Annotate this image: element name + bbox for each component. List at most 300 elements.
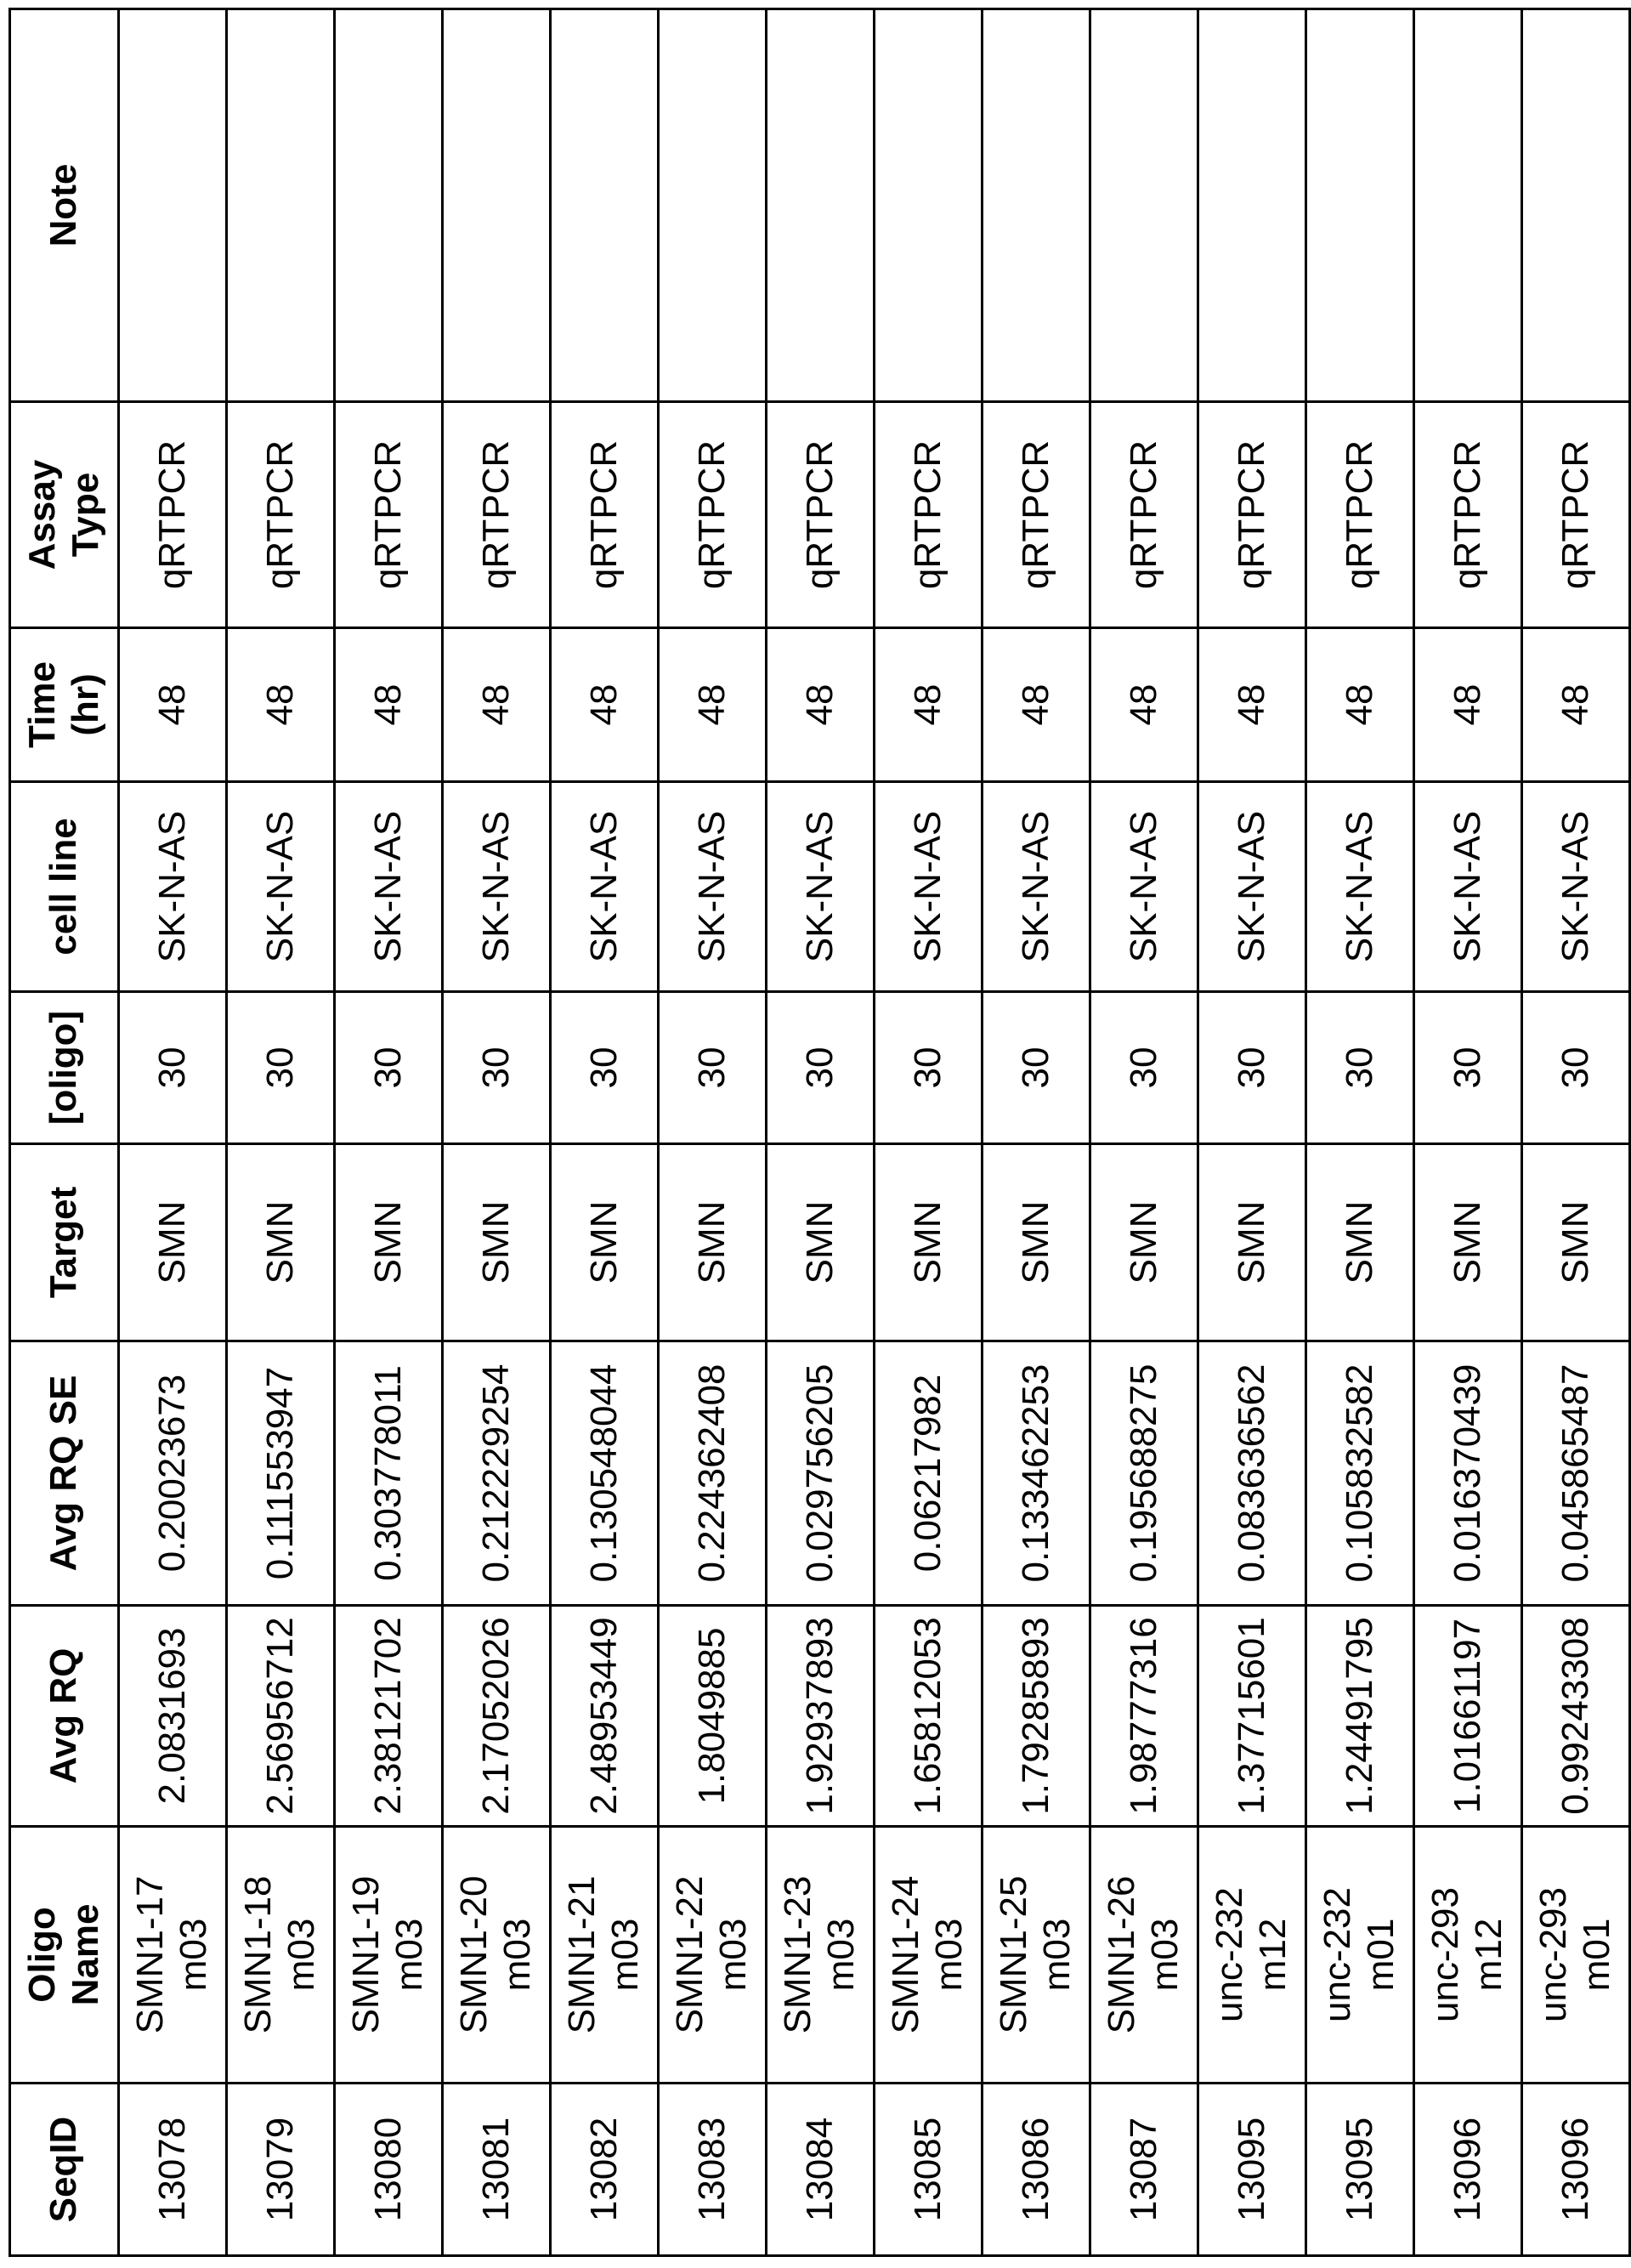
cell-value: SMN1-22 m03 [669, 1874, 755, 2036]
cell-value: SMN1-20 m03 [453, 1874, 539, 2036]
table-row [335, 9, 443, 2256]
cell-value: 0.105832582 [1339, 1364, 1382, 1583]
table-cell [1522, 9, 1630, 402]
table-cell [335, 9, 443, 402]
table-cell [227, 2084, 335, 2256]
table-cell [767, 992, 875, 1144]
table-cell [119, 1606, 227, 1827]
cell-value: qRTPCR [475, 440, 518, 589]
table-row [875, 9, 983, 2256]
table-cell [875, 782, 983, 992]
cell-value: SK-N-AS [151, 811, 195, 962]
table-cell [1090, 9, 1198, 402]
column-header-label: Time (hr) [21, 654, 107, 756]
cell-value: SMN1-17 m03 [129, 1874, 215, 2036]
table-cell [983, 1606, 1090, 1827]
table-cell [875, 1606, 983, 1827]
column-header [10, 1144, 119, 1341]
cell-value: unc-232 m01 [1317, 1874, 1402, 2036]
cell-value: qRTPCR [1231, 440, 1274, 589]
column-header-label: Note [42, 164, 86, 247]
table-cell [443, 628, 551, 782]
cell-value: 0.045865487 [1555, 1364, 1598, 1583]
table-row [1306, 9, 1414, 2256]
cell-value: 0.133462253 [1015, 1364, 1058, 1583]
column-header [10, 1606, 119, 1827]
table-cell [767, 782, 875, 992]
cell-value: SMN1-18 m03 [237, 1874, 323, 2036]
table-cell [227, 1144, 335, 1341]
column-header [10, 628, 119, 782]
cell-value: SK-N-AS [367, 811, 411, 962]
cell-value: unc-293 m12 [1424, 1874, 1510, 2036]
table-cell [443, 782, 551, 992]
cell-value: SMN [1339, 1201, 1382, 1284]
table-cell [1414, 2084, 1522, 2256]
column-header-label: cell line [42, 818, 86, 955]
cell-value: 48 [583, 684, 626, 726]
cell-value: 13078 [151, 2118, 195, 2221]
table-cell [1306, 628, 1414, 782]
column-header [10, 1827, 119, 2084]
cell-value: SK-N-AS [583, 811, 626, 962]
table-cell [1414, 1827, 1522, 2084]
table-cell [227, 782, 335, 992]
cell-value: SMN [259, 1201, 303, 1284]
table-cell [551, 1341, 659, 1606]
cell-value: 0.303778011 [367, 1365, 411, 1581]
cell-value: 30 [367, 1047, 411, 1089]
cell-value: SMN [151, 1201, 195, 1284]
cell-value: 30 [1123, 1047, 1166, 1089]
table-cell [659, 9, 767, 402]
table-cell [1198, 628, 1306, 782]
table-cell [1306, 402, 1414, 628]
cell-value: qRTPCR [799, 440, 842, 589]
table-cell [1198, 2084, 1306, 2256]
cell-value: SK-N-AS [1555, 811, 1598, 962]
table-cell [983, 782, 1090, 992]
cell-value: 0.029756205 [799, 1364, 842, 1583]
table-cell [443, 9, 551, 402]
cell-value: qRTPCR [259, 440, 303, 589]
table-row [227, 9, 335, 2256]
table-cell [1414, 992, 1522, 1144]
table-body [119, 9, 1630, 2256]
column-header-label: Avg RQ SE [42, 1375, 86, 1572]
cell-value: 0.06217982 [907, 1375, 950, 1572]
cell-value: SMN1-23 m03 [777, 1874, 863, 2036]
table-cell [119, 402, 227, 628]
cell-value: 30 [1231, 1047, 1274, 1089]
table-cell [1522, 1827, 1630, 2084]
table-cell [767, 402, 875, 628]
cell-value: SMN [475, 1201, 518, 1284]
table-cell [227, 1827, 335, 2084]
table-cell [659, 1341, 767, 1606]
cell-value: qRTPCR [1015, 440, 1058, 589]
cell-value: 0.212229254 [475, 1364, 518, 1583]
table-cell [983, 992, 1090, 1144]
table-cell [1198, 1341, 1306, 1606]
cell-value: SK-N-AS [259, 811, 303, 962]
table-cell [1198, 402, 1306, 628]
table-cell [1090, 1341, 1198, 1606]
table-cell [551, 1606, 659, 1827]
cell-value: SMN1-24 m03 [885, 1874, 971, 2036]
cell-value: SMN [1555, 1201, 1598, 1284]
cell-value: 48 [1123, 684, 1166, 726]
cell-value: qRTPCR [1123, 440, 1166, 589]
cell-value: 13096 [1447, 2118, 1490, 2221]
table-cell [443, 1606, 551, 1827]
table-cell [1198, 1144, 1306, 1341]
cell-value: SMN [1123, 1201, 1166, 1284]
table-cell [1198, 992, 1306, 1144]
table-cell [659, 1606, 767, 1827]
table-cell [659, 628, 767, 782]
table-cell [1090, 402, 1198, 628]
table-cell [443, 2084, 551, 2256]
table-cell [119, 9, 227, 402]
table-cell [1414, 628, 1522, 782]
table-cell [1306, 2084, 1414, 2256]
cell-value: 48 [151, 684, 195, 726]
table-cell [767, 1606, 875, 1827]
table-cell [767, 2084, 875, 2256]
cell-value: SK-N-AS [799, 811, 842, 962]
table-cell [551, 992, 659, 1144]
cell-value: 0.195688275 [1123, 1364, 1166, 1583]
table-cell [443, 1144, 551, 1341]
cell-value: 1.98777316 [1123, 1617, 1166, 1814]
table-cell [335, 1827, 443, 2084]
cell-value: SK-N-AS [1339, 811, 1382, 962]
table-cell [875, 402, 983, 628]
cell-value: 13082 [583, 2118, 626, 2221]
rotated-table-container [8, 10, 1597, 2257]
cell-value: 48 [1555, 684, 1598, 726]
table-cell [983, 1827, 1090, 2084]
table-cell [1306, 1606, 1414, 1827]
cell-value: 48 [1015, 684, 1058, 726]
column-header [10, 782, 119, 992]
cell-value: unc-232 m12 [1209, 1874, 1294, 2036]
table-cell [1090, 2084, 1198, 2256]
cell-value: SK-N-AS [1015, 811, 1058, 962]
table-cell [335, 1144, 443, 1341]
column-header-label: Assay Type [21, 451, 107, 579]
table-cell [335, 2084, 443, 2256]
cell-value: 0.111553947 [259, 1367, 303, 1579]
cell-value: 48 [1231, 684, 1274, 726]
table-cell [551, 1827, 659, 2084]
cell-value: qRTPCR [907, 440, 950, 589]
cell-value: 13083 [691, 2118, 734, 2221]
cell-value: 1.79285893 [1015, 1617, 1058, 1814]
table-cell [335, 992, 443, 1144]
table-cell [1090, 992, 1198, 1144]
table-cell [767, 1144, 875, 1341]
table-cell [1306, 1827, 1414, 2084]
table-cell [1306, 1144, 1414, 1341]
cell-value: unc-293 m01 [1532, 1874, 1618, 2036]
cell-value: SMN1-21 m03 [561, 1874, 647, 2036]
table-cell [1090, 1606, 1198, 1827]
cell-value: 2.56956712 [259, 1617, 303, 1814]
table-cell [983, 402, 1090, 628]
table-cell [1198, 1606, 1306, 1827]
cell-value: 2.48953449 [583, 1617, 626, 1814]
cell-value: qRTPCR [367, 440, 411, 589]
cell-value: SK-N-AS [475, 811, 518, 962]
table-cell [1414, 782, 1522, 992]
cell-value: 30 [1015, 1047, 1058, 1089]
table-row [119, 9, 227, 2256]
table-row [983, 9, 1090, 2256]
table-cell [1090, 1144, 1198, 1341]
table-cell [983, 628, 1090, 782]
cell-value: 30 [259, 1047, 303, 1089]
table-cell [227, 402, 335, 628]
table-cell [1198, 1827, 1306, 2084]
table-cell [551, 402, 659, 628]
cell-value: qRTPCR [1339, 440, 1382, 589]
cell-value: 13096 [1555, 2118, 1598, 2221]
cell-value: 2.0831693 [151, 1628, 195, 1805]
table-row [1198, 9, 1306, 2256]
column-header [10, 992, 119, 1144]
cell-value: 1.92937893 [799, 1617, 842, 1814]
table-cell [659, 1827, 767, 2084]
column-header-label: Target [42, 1187, 86, 1298]
table-cell [443, 402, 551, 628]
cell-value: 0.224362408 [691, 1364, 734, 1583]
cell-value: 13095 [1231, 2118, 1274, 2221]
table-cell [1306, 1341, 1414, 1606]
cell-value: SMN [799, 1201, 842, 1284]
table-cell [1198, 9, 1306, 402]
cell-value: 30 [475, 1047, 518, 1089]
table-cell [1414, 9, 1522, 402]
cell-value: 48 [799, 684, 842, 726]
cell-value: qRTPCR [691, 440, 734, 589]
table-cell [119, 1144, 227, 1341]
table-cell [119, 1827, 227, 2084]
cell-value: 30 [151, 1047, 195, 1089]
table-cell [551, 628, 659, 782]
table-cell [1414, 402, 1522, 628]
table-cell [983, 9, 1090, 402]
table-cell [983, 2084, 1090, 2256]
table-cell [119, 2084, 227, 2256]
table-cell [1414, 1144, 1522, 1341]
table-cell [1522, 1606, 1630, 1827]
cell-value: 13079 [259, 2118, 303, 2221]
cell-value: 13080 [367, 2118, 411, 2221]
table-cell [227, 992, 335, 1144]
cell-value: 13081 [475, 2118, 518, 2221]
cell-value: 48 [1447, 684, 1490, 726]
cell-value: SK-N-AS [1231, 811, 1274, 962]
table-cell [335, 628, 443, 782]
table-cell [1306, 782, 1414, 992]
table-cell [659, 992, 767, 1144]
cell-value: 1.37715601 [1231, 1617, 1274, 1814]
table-cell [119, 992, 227, 1144]
table-cell [659, 402, 767, 628]
cell-value: 30 [907, 1047, 950, 1089]
cell-value: 1.65812053 [907, 1617, 950, 1814]
table-cell [227, 1606, 335, 1827]
table-cell [227, 9, 335, 402]
table-cell [1522, 992, 1630, 1144]
header-row [10, 9, 119, 2256]
cell-value: 30 [1555, 1047, 1598, 1089]
cell-value: SMN [583, 1201, 626, 1284]
table-row [767, 9, 875, 2256]
table-cell [1414, 1606, 1522, 1827]
table-cell [335, 1606, 443, 1827]
cell-value: qRTPCR [583, 440, 626, 589]
table-cell [1306, 992, 1414, 1144]
cell-value: qRTPCR [1447, 440, 1490, 589]
table-cell [767, 1827, 875, 2084]
table-cell [659, 1144, 767, 1341]
cell-value: 13085 [907, 2118, 950, 2221]
table-cell [1414, 1341, 1522, 1606]
table-row [659, 9, 767, 2256]
table-cell [875, 1827, 983, 2084]
cell-value: 30 [583, 1047, 626, 1089]
table-cell [1522, 2084, 1630, 2256]
cell-value: SK-N-AS [691, 811, 734, 962]
table-cell [1522, 402, 1630, 628]
table-cell [227, 1341, 335, 1606]
cell-value: qRTPCR [151, 440, 195, 589]
table-cell [1522, 628, 1630, 782]
table-cell [1306, 9, 1414, 402]
table-cell [875, 9, 983, 402]
column-header [10, 402, 119, 628]
cell-value: SK-N-AS [1123, 811, 1166, 962]
cell-value: SMN1-25 m03 [993, 1874, 1079, 2036]
column-header-label: [oligo] [42, 1011, 86, 1125]
table-cell [335, 782, 443, 992]
table-cell [119, 1341, 227, 1606]
table-cell [1090, 1827, 1198, 2084]
cell-value: 0.083636562 [1231, 1364, 1274, 1583]
cell-value: 13084 [799, 2118, 842, 2221]
table-cell [875, 992, 983, 1144]
table-cell [443, 1827, 551, 2084]
cell-value: SK-N-AS [1447, 811, 1490, 962]
table-cell [551, 1144, 659, 1341]
cell-value: 48 [1339, 684, 1382, 726]
table-cell [767, 1341, 875, 1606]
table-cell [551, 782, 659, 992]
results-table [8, 8, 1631, 2257]
cell-value: SMN [691, 1201, 734, 1284]
column-header [10, 1341, 119, 1606]
cell-value: 48 [907, 684, 950, 726]
cell-value: qRTPCR [1555, 440, 1598, 589]
cell-value: 30 [1447, 1047, 1490, 1089]
cell-value: 1.01661197 [1447, 1619, 1490, 1813]
table-cell [659, 782, 767, 992]
cell-value: 13087 [1123, 2118, 1166, 2221]
column-header-label: Avg RQ [42, 1648, 86, 1784]
table-cell [335, 402, 443, 628]
column-header [10, 2084, 119, 2256]
table-row [1414, 9, 1522, 2256]
cell-value: 30 [799, 1047, 842, 1089]
table-cell [983, 1341, 1090, 1606]
table-cell [875, 628, 983, 782]
cell-value: SK-N-AS [907, 811, 950, 962]
cell-value: 1.24491795 [1339, 1617, 1382, 1814]
table-cell [1522, 1341, 1630, 1606]
table-cell [875, 2084, 983, 2256]
table-cell [1090, 782, 1198, 992]
cell-value: 48 [691, 684, 734, 726]
table-cell [119, 628, 227, 782]
cell-value: 0.016370439 [1447, 1364, 1490, 1583]
cell-value: 48 [475, 684, 518, 726]
cell-value: 2.38121702 [367, 1617, 411, 1814]
column-header [10, 9, 119, 402]
table-cell [443, 992, 551, 1144]
cell-value: 0.130548044 [583, 1364, 626, 1583]
cell-value: 30 [1339, 1047, 1382, 1089]
cell-value: 13095 [1339, 2118, 1382, 2221]
table-cell [227, 628, 335, 782]
table-row [551, 9, 659, 2256]
cell-value: 48 [367, 684, 411, 726]
cell-value: 1.8049885 [691, 1628, 734, 1805]
column-header-label: Oligo Name [21, 1891, 107, 2019]
cell-value: 2.17052026 [475, 1617, 518, 1814]
table-cell [875, 1341, 983, 1606]
cell-value: SMN1-26 m03 [1101, 1874, 1186, 2036]
cell-value: 0.99243308 [1555, 1617, 1598, 1814]
table-cell [1198, 782, 1306, 992]
table-cell [443, 1341, 551, 1606]
table-cell [659, 2084, 767, 2256]
cell-value: SMN [1231, 1201, 1274, 1284]
table-cell [1090, 628, 1198, 782]
table-cell [767, 628, 875, 782]
cell-value: 30 [691, 1047, 734, 1089]
column-header-label: SeqID [42, 2117, 86, 2223]
cell-value: SMN1-19 m03 [345, 1874, 431, 2036]
table-row [1090, 9, 1198, 2256]
table-cell [335, 1341, 443, 1606]
table-cell [119, 782, 227, 992]
cell-value: 0.20023673 [151, 1375, 195, 1572]
cell-value: 48 [259, 684, 303, 726]
cell-value: SMN [907, 1201, 950, 1284]
table-cell [1522, 1144, 1630, 1341]
table-cell [551, 2084, 659, 2256]
cell-value: 13086 [1015, 2118, 1058, 2221]
table-cell [875, 1144, 983, 1341]
table-row [443, 9, 551, 2256]
cell-value: SMN [1015, 1201, 1058, 1284]
table-cell [1522, 782, 1630, 992]
cell-value: SMN [367, 1201, 411, 1284]
table-row [1522, 9, 1630, 2256]
